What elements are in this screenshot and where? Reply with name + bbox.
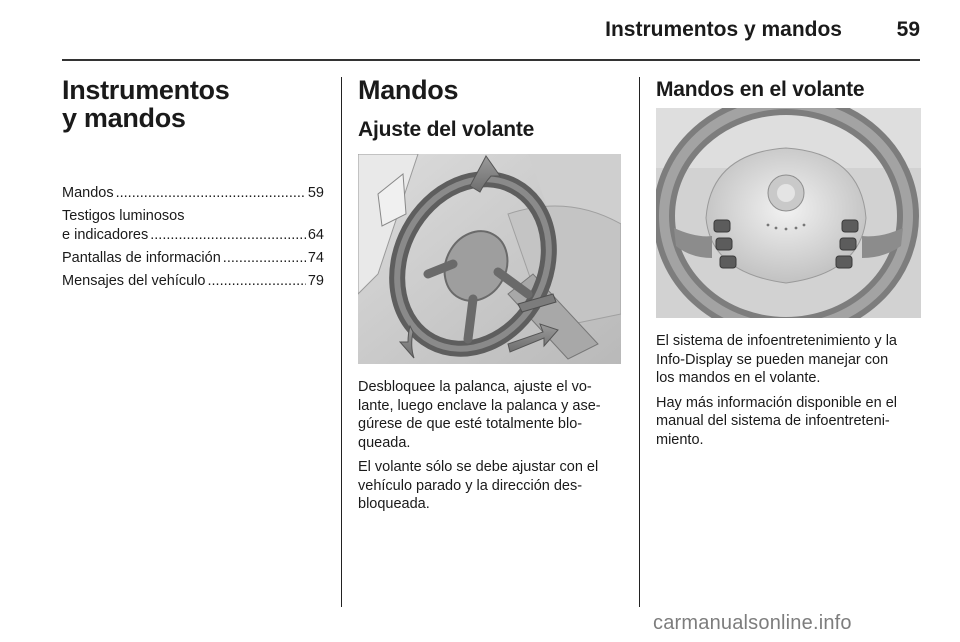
toc-entry-mensajes[interactable] bbox=[62, 272, 324, 291]
running-header-title: Instrumentos y mandos bbox=[605, 18, 842, 41]
toc-leader bbox=[223, 249, 306, 268]
steering-adjust-column bbox=[358, 72, 623, 520]
page-number: 59 bbox=[896, 18, 920, 41]
column-divider-1 bbox=[341, 77, 342, 607]
steering-controls-text bbox=[656, 332, 921, 449]
steering-wheel-controls-illustration bbox=[656, 108, 921, 318]
toc-entry-mandos[interactable] bbox=[62, 184, 324, 203]
column-divider-2 bbox=[639, 77, 640, 607]
steering-wheel-adjust-illustration bbox=[358, 154, 621, 364]
toc-leader bbox=[150, 226, 306, 245]
toc-page: 64 bbox=[307, 227, 324, 243]
chapter-title-line-2: y mandos bbox=[62, 103, 186, 133]
toc-label: Mensajes del vehículo bbox=[62, 273, 206, 289]
toc-label: Pantallas de información bbox=[62, 250, 221, 266]
toc-entry-testigos[interactable] bbox=[62, 207, 324, 245]
subsection-title: Ajuste del volante bbox=[358, 118, 535, 141]
header-rule bbox=[62, 59, 920, 61]
table-of-contents bbox=[62, 184, 324, 291]
toc-label: Mandos bbox=[62, 185, 114, 201]
paragraph-2: Hay más información disponible en el manual del sistema de infoentreteni- miento. bbox=[656, 394, 897, 448]
paragraph-2: El volante sólo se debe ajustar con el vehículo parado y la dirección des- bloqueada. bbox=[358, 459, 599, 512]
toc-entry-pantallas[interactable] bbox=[62, 249, 324, 268]
steering-adjust-text bbox=[358, 378, 623, 514]
toc-label-line-1: Testigos luminosos bbox=[62, 208, 185, 224]
toc-page: 59 bbox=[307, 185, 324, 201]
section-title: Mandos en el volante bbox=[656, 78, 865, 101]
toc-page: 79 bbox=[307, 273, 324, 289]
chapter-column bbox=[62, 72, 324, 295]
watermark: carmanualsonline.info bbox=[653, 612, 852, 634]
toc-leader bbox=[116, 184, 306, 203]
chapter-title bbox=[62, 76, 324, 132]
toc-leader bbox=[207, 272, 305, 291]
chapter-title-line-1: Instrumentos bbox=[62, 75, 230, 105]
page-header bbox=[62, 14, 920, 46]
paragraph-1: El sistema de infoentretenimiento y la Info-Display se pueden manejar con los mandos en el volante. bbox=[656, 333, 897, 386]
steering-controls-column bbox=[656, 72, 921, 455]
section-title: Mandos bbox=[358, 75, 459, 105]
paragraph-1: Desbloquee la palanca, ajuste el vo- lante, luego enclave la palanca y ase- gúrese de que esté totalmente blo- queada. bbox=[358, 379, 601, 451]
toc-label: e indicadores bbox=[62, 227, 149, 243]
toc-page: 74 bbox=[307, 250, 324, 266]
